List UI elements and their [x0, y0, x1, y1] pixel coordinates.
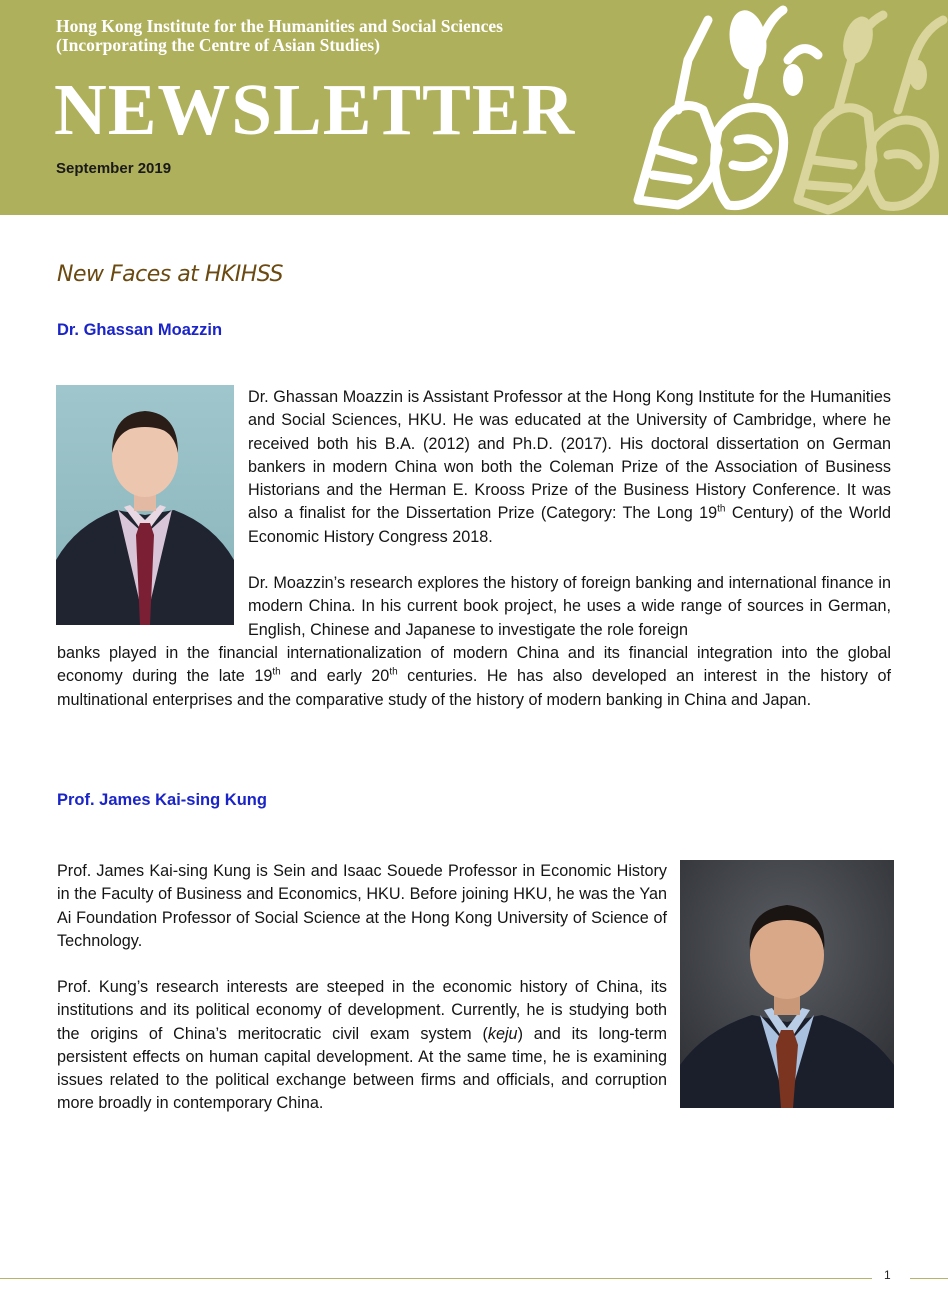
kung-research-text-end: ) and its long-term persistent effects on human capital development. At the same time, he is examining issues related to the political exchange between firms and officials, and corruption more broadly in contemporary China.: [57, 1024, 667, 1113]
kung-research-text: Prof. Kung’s research interests are steeped in the economic history of China, its institutions and its political economy of development. Currently, he is studying both the origins of China’s meritocratic civil exam system (: [57, 978, 667, 1043]
moazzin-bio-text-end: Century) of the World Economic History Congress 2018.: [248, 504, 892, 546]
section-title: New Faces at HKIHSS: [57, 262, 283, 287]
footer-rule: [0, 1278, 872, 1279]
moazzin-research-paragraph: [57, 642, 891, 712]
superscript-th: th: [717, 504, 726, 516]
kung-bio-paragraph: Prof. James Kai-sing Kung is Sein and Isaac Souede Professor in Economic History in the Faculty of Business and Economics, HKU. Before joining HKU, he was the Yan Ai Foundation Professor of Social Science at the Hong Kong University of Science of Technology.: [57, 862, 667, 950]
newsletter-banner: [0, 0, 948, 215]
kung-research-paragraph: [57, 976, 667, 1116]
moazzin-research-text-mid: and early 20: [280, 667, 390, 686]
keju-term: keju: [487, 1024, 518, 1043]
superscript-th: th: [272, 666, 281, 678]
masthead-title: NEWSLETTER: [54, 69, 576, 150]
profile-name-kung: Prof. James Kai-sing Kung: [57, 791, 267, 809]
page-number: 1: [884, 1268, 891, 1282]
moazzin-research-text: banks played in the financial internationalization of modern China and its financial integration into the global economy during the late 19: [57, 644, 891, 686]
profile-name-moazzin: Dr. Ghassan Moazzin: [57, 321, 223, 339]
moazzin-research-text-end: centuries. He has also developed an interest in the history of multinational enterprises and the comparative study of the history of modern banking in China and Japan.: [57, 667, 892, 709]
issue-date: September 2019: [56, 160, 172, 177]
portrait-photo-moazzin: [56, 385, 234, 625]
institute-line-2: (Incorporating the Centre of Asian Studies): [56, 35, 380, 55]
superscript-th: th: [389, 666, 398, 678]
moazzin-bio-text: Dr. Ghassan Moazzin is Assistant Professor at the Hong Kong Institute for the Humanities and Social Sciences, HKU. He was educated at the University of Cambridge, where he received both his B.A. (2012) and Ph.D. (2017). His doctoral dissertation on German bankers in modern China won both the Coleman Prize of the Association of Business Historians and the Herman E. Krooss Prize of the Business History Conference. It was also a finalist for the Dissertation Prize (Category: The Long 19: [248, 388, 891, 523]
decorative-figures-icon: [618, 0, 948, 215]
institute-name: [56, 17, 503, 55]
portrait-photo-kung: [680, 860, 894, 1108]
institute-line-1: Hong Kong Institute for the Humanities and Social Sciences: [56, 16, 503, 36]
moazzin-research-paragraph-wrap: Dr. Moazzin’s research explores the history of foreign banking and international finance in modern China. In his current book project, he uses a wide range of sources in German, English, Chinese and Japanese to investigate the role foreign: [248, 574, 891, 639]
footer-rule-right: [910, 1278, 948, 1279]
moazzin-bio-paragraph: [248, 386, 891, 549]
